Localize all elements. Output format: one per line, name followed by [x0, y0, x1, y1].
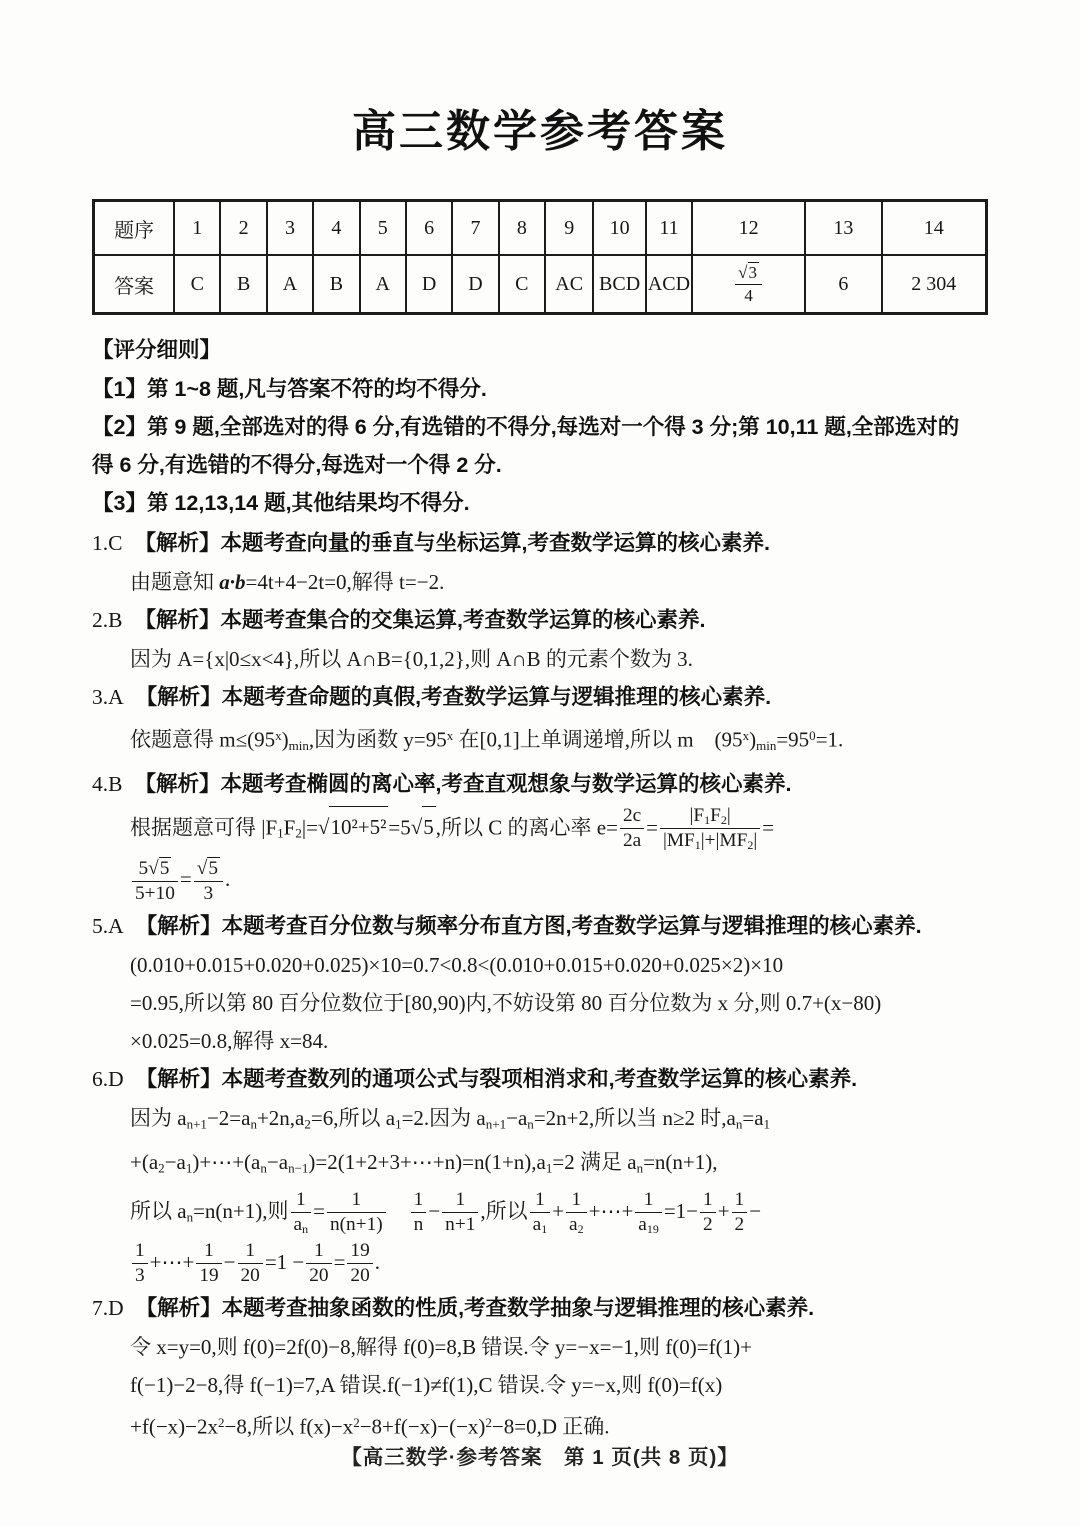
math-text: |+|MF: [700, 830, 748, 852]
math-text: 19: [199, 1264, 219, 1286]
fraction: [620, 805, 644, 854]
numerator: [660, 805, 760, 830]
question-number-cell: 4: [313, 200, 359, 255]
solution-line: [92, 855, 988, 908]
page-footer: 【高三数学·参考答案 第 1 页(共 8 页)】: [341, 1446, 739, 1469]
math-text: 5: [138, 857, 149, 879]
math-text: a: [638, 1213, 647, 1235]
subscript: n: [250, 1116, 257, 1132]
fraction: [635, 1189, 662, 1238]
denominator: [132, 1264, 148, 1286]
radical-sign-icon: √: [317, 814, 330, 839]
fraction: [566, 1189, 587, 1238]
numerator: [132, 856, 178, 882]
subscript: 1: [185, 1160, 193, 1176]
answer-table: [92, 199, 988, 315]
fraction: [196, 1240, 221, 1289]
radicand: 5: [422, 806, 436, 846]
math-text: +⋯+: [588, 1198, 634, 1223]
solution-heading-line: [92, 907, 988, 946]
radicand: 5: [208, 857, 218, 879]
denominator: [411, 1213, 427, 1235]
fraction: [132, 1240, 148, 1289]
math-text: 19: [350, 1239, 370, 1261]
subscript: n−1: [288, 1160, 309, 1176]
scoring-rules: [92, 370, 988, 522]
math-text: =a: [742, 1106, 764, 1131]
math-text: =2n+2,所以当 n≥2 时,a: [533, 1106, 736, 1131]
solution-line: [92, 717, 988, 765]
radical-sign-icon: √: [148, 857, 159, 879]
fraction: [530, 1189, 551, 1238]
subscript: n: [186, 1209, 194, 1225]
math-text: 1: [535, 1188, 545, 1210]
solution-line: [92, 1366, 988, 1404]
solution-answer-label: 7.D: [92, 1296, 124, 1321]
subscript: 1: [277, 825, 284, 841]
superscript: 0: [809, 727, 816, 743]
answer-cell: C: [499, 255, 545, 313]
subscript: n: [735, 1116, 743, 1132]
solution-line: [92, 1022, 988, 1060]
solution-line: [92, 640, 988, 678]
superscript: x: [742, 727, 750, 743]
subscript: 2: [158, 1160, 165, 1176]
solution-heading-text: 【解析】本题考查数列的通项公式与裂项相消求和,考查数学运算的核心素养.: [135, 1067, 858, 1092]
numerator: [635, 1189, 662, 1213]
math-text: +f(−x)−2x: [130, 1414, 219, 1439]
math-text: 2: [734, 1214, 745, 1236]
question-number-cell: 3: [267, 200, 313, 255]
subscript: n: [527, 1116, 534, 1132]
radicand: 3: [748, 263, 757, 283]
math-text: 20: [309, 1264, 329, 1286]
scoring-rule-line: 【3】第 12,13,14 题,其他结果均不得分.: [92, 490, 470, 515]
radicand: 10²+5²: [329, 806, 388, 846]
math-text: =2 满足 a: [552, 1150, 637, 1175]
superscript: 2: [485, 1415, 492, 1431]
math-text: −8=0,D 正确.: [491, 1414, 610, 1439]
math-text: −a: [506, 1106, 528, 1131]
radicand: 5: [159, 857, 170, 879]
subscript: 2: [577, 1221, 584, 1236]
question-number-cell: 6: [406, 200, 452, 255]
math-text: 2a: [622, 830, 642, 852]
subscript: 1: [704, 812, 711, 827]
math-text: 1: [413, 1188, 424, 1210]
radical-sign-icon: √: [738, 263, 748, 283]
math-text: 5+10: [135, 882, 175, 904]
numerator: [411, 1189, 427, 1213]
solution-answer-label: 3.A: [92, 684, 124, 709]
answer-cell: [692, 255, 805, 313]
math-text: 所以 a: [130, 1198, 187, 1223]
subscript: n: [302, 1221, 309, 1236]
subscript: n: [636, 1160, 644, 1176]
math-text: 因为 A={x|0≤x<4},所以 A∩B={0,1,2},则 A∩B 的元素个数为 3.: [130, 646, 693, 671]
subscript: 1: [545, 1160, 553, 1176]
math-text: =: [646, 814, 659, 839]
question-number-row: [94, 200, 987, 255]
answer-cell: A: [267, 255, 313, 313]
math-text: ,所以: [480, 1198, 528, 1223]
question-number-cell: 10: [593, 200, 645, 255]
answer-cell: C: [174, 255, 220, 313]
fraction: [411, 1189, 427, 1238]
math-text: =6,所以 a: [310, 1106, 396, 1131]
solution-line: [92, 984, 988, 1022]
math-text: =1.: [815, 727, 844, 752]
solution-heading-text: 【解析】本题考查命题的真假,考查数学运算与逻辑推理的核心素养.: [135, 684, 772, 709]
math-text: n(n+1): [329, 1214, 383, 1236]
math-text: 2: [703, 1214, 713, 1236]
subscript: n: [260, 1160, 267, 1176]
solution-line: [92, 1239, 988, 1290]
scoring-rule-line: 得 6 分,有选错的不得分,每选对一个得 2 分.: [92, 452, 502, 477]
answer-cell: 2 304: [882, 255, 987, 313]
math-text: |F: [689, 804, 705, 826]
math-text: −8,所以 f(x)−x: [224, 1414, 354, 1439]
subscript: min: [288, 737, 309, 753]
superscript: x: [446, 727, 454, 743]
subscript: 2: [295, 825, 302, 841]
scoring-rule-line: 【2】第 9 题,全部选对的得 6 分,有选错的不得分,每选对一个得 3 分;第 10,11 题,全部选对的: [92, 414, 960, 439]
denominator: [635, 1213, 662, 1236]
math-text: =: [762, 814, 775, 839]
solution-item: [92, 678, 988, 765]
math-text: =1 −: [264, 1249, 305, 1274]
fraction: [732, 1189, 748, 1238]
denominator: [306, 1264, 331, 1286]
sqrt-expression: [411, 815, 436, 839]
sqrt-expression: [318, 815, 388, 839]
solution-line: [92, 1099, 988, 1143]
math-text: 令 x=y=0,则 f(0)=2f(0)−8,解得 f(0)=8,B 错误.令 y=−x=−1,则 f(0)=f(1)+: [130, 1335, 752, 1360]
math-text: 1: [351, 1188, 362, 1210]
denominator: [194, 882, 223, 904]
math-text: −: [749, 1198, 762, 1223]
scoring-heading: 【评分细则】: [92, 337, 222, 362]
math-text: [388, 1199, 409, 1223]
denominator: [700, 1213, 716, 1235]
solution-item: [92, 601, 988, 678]
math-text: )+⋯+(a: [192, 1150, 261, 1175]
math-text: |: [753, 830, 758, 852]
denominator: [132, 882, 178, 904]
fraction: [735, 261, 762, 307]
subscript: n+1: [485, 1116, 507, 1132]
math-text: F: [283, 814, 296, 839]
numerator: [327, 1189, 386, 1213]
solution-heading-line: [92, 1289, 988, 1328]
subscript: 2: [720, 812, 727, 827]
math-text: =95: [776, 727, 810, 752]
subscript: 1: [763, 1116, 771, 1132]
math-text: 1: [734, 1188, 745, 1210]
solution-item: [92, 765, 988, 908]
math-text: 1: [571, 1188, 582, 1210]
math-text: |: [726, 804, 731, 826]
denominator: [660, 829, 760, 852]
math-text: 1: [245, 1239, 255, 1261]
solution-heading-text: 【解析】本题考查抽象函数的性质,考查数学抽象与逻辑推理的核心素养.: [135, 1296, 815, 1321]
subscript: min: [756, 737, 777, 753]
numerator: [291, 1189, 312, 1213]
fraction: [238, 1240, 263, 1289]
math-text: 由题意知: [130, 569, 220, 594]
denominator: [347, 1264, 372, 1286]
solution-item: [92, 524, 988, 601]
solution-item: [92, 907, 988, 1060]
answer-cell: D: [452, 255, 498, 313]
math-text: |=: [301, 814, 318, 839]
math-text: 依题意得 m≤(95: [130, 727, 276, 752]
sqrt-expression: [738, 263, 759, 282]
solution-line: [92, 946, 988, 984]
math-text: 1: [643, 1188, 654, 1210]
math-text: 1: [455, 1188, 466, 1210]
answer-cell: B: [313, 255, 359, 313]
math-text: 4: [744, 286, 753, 306]
solution-answer-label: 1.C: [92, 530, 123, 555]
question-number-cell: 5: [360, 200, 406, 255]
math-text: (0.010+0.015+0.020+0.025)×10=0.7<0.8<(0.010+0.015+0.020+0.025×2)×10: [130, 953, 784, 978]
numerator: [442, 1189, 478, 1213]
sqrt-expression: [148, 858, 171, 879]
math-text: 3: [203, 882, 214, 904]
denominator: [566, 1213, 587, 1236]
math-text: ×0.025=0.8,解得 x=84.: [130, 1029, 329, 1054]
math-text: =n(n+1),则: [193, 1198, 289, 1223]
sqrt-expression: [197, 858, 220, 879]
numerator: [196, 1240, 221, 1264]
math-text: =: [179, 866, 192, 891]
solution-answer-label: 5.A: [92, 914, 124, 939]
solution-heading-line: [92, 601, 988, 640]
math-text: |MF: [663, 830, 695, 852]
math-text: 因为 a: [130, 1106, 187, 1131]
solution-line: [92, 804, 988, 855]
math-text: −a: [266, 1150, 289, 1175]
math-text: 1: [703, 1188, 713, 1210]
denominator: [732, 1213, 748, 1235]
subscript: 19: [646, 1221, 659, 1236]
math-text: a: [293, 1213, 303, 1235]
denominator: [442, 1213, 478, 1235]
math-text: +: [552, 1198, 565, 1223]
solution-heading-text: 【解析】本题考查椭圆的离心率,考查直观想象与数学运算的核心素养.: [134, 771, 792, 796]
answer-cell: 6: [805, 255, 882, 313]
fraction: [132, 856, 178, 907]
math-text: 1: [295, 1188, 306, 1210]
fraction: [442, 1189, 478, 1238]
subscript: 1: [395, 1116, 402, 1132]
superscript: 2: [353, 1415, 360, 1431]
math-text: ,因为函数 y=95: [308, 727, 447, 752]
math-text: 1: [135, 1239, 145, 1261]
question-number-cell: 14: [882, 200, 987, 255]
denominator: [196, 1264, 221, 1286]
solution-answer-label: 2.B: [92, 607, 123, 632]
numerator: [306, 1240, 331, 1264]
math-text: +(a: [130, 1150, 159, 1175]
question-number-cell: 1: [174, 200, 220, 255]
math-text: −a: [164, 1150, 186, 1175]
subscript: 1: [541, 1221, 548, 1236]
math-text: 20: [350, 1264, 370, 1286]
answer-cell: ACD: [646, 255, 692, 313]
math-text: F: [710, 804, 721, 826]
math-text: −: [223, 1249, 236, 1274]
page-title: 高三数学参考答案: [352, 107, 728, 156]
question-number-cell: 8: [499, 200, 545, 255]
math-text: n: [413, 1214, 424, 1236]
question-number-cell: 12: [692, 200, 805, 255]
math-text: +: [717, 1198, 730, 1223]
math-text: n+1: [445, 1214, 476, 1236]
solution-line: [92, 563, 988, 601]
fraction: [347, 1240, 372, 1289]
answer-cell: B: [220, 255, 266, 313]
question-number-cell: 7: [452, 200, 498, 255]
denominator: [530, 1213, 551, 1236]
vector-bold-text: a·b: [219, 569, 246, 594]
solution-heading-text: 【解析】本题考查百分位数与频率分布直方图,考查数学运算与逻辑推理的核心素养.: [135, 914, 922, 939]
subscript: 1: [694, 838, 701, 853]
math-text: −2=a: [206, 1106, 251, 1131]
solution-item: [92, 1289, 988, 1446]
math-text: 2c: [622, 804, 642, 826]
solution-heading-text: 【解析】本题考查向量的垂直与坐标运算,考查数学运算的核心素养.: [134, 530, 770, 555]
question-number-cell: 9: [545, 200, 593, 255]
math-text: ,所以 C 的离心率 e=: [435, 814, 618, 839]
math-text: ): [281, 727, 289, 752]
solution-answer-label: 4.B: [92, 771, 123, 796]
numerator: [238, 1240, 263, 1264]
solution-item: [92, 1060, 988, 1289]
math-text: 在[0,1]上单调递增,所以 m (95: [453, 727, 743, 752]
superscript: 2: [218, 1415, 225, 1431]
radical-sign-icon: √: [196, 857, 208, 879]
math-text: =: [313, 1198, 325, 1223]
math-text: f(−1)−2−8,得 f(−1)=7,A 错误.f(−1)≠f(1),C 错误.令 y=−x,则 f(0)=f(x): [130, 1373, 723, 1398]
math-text: 根据题意可得 |F: [130, 814, 278, 839]
denominator: [291, 1213, 312, 1236]
numerator: [732, 1189, 748, 1213]
row-label-questions: 题序: [94, 200, 175, 255]
denominator: [238, 1264, 263, 1286]
answer-row: [94, 255, 987, 313]
question-number-cell: 11: [646, 200, 692, 255]
superscript: x: [275, 727, 282, 743]
numerator: [530, 1189, 551, 1213]
math-text: a: [569, 1213, 578, 1235]
numerator: [566, 1189, 587, 1213]
row-label-answers: 答案: [94, 255, 175, 313]
answer-cell: AC: [545, 255, 593, 313]
solution-answer-label: 6.D: [92, 1067, 124, 1092]
answer-cell: D: [406, 255, 452, 313]
question-number-cell: 2: [220, 200, 266, 255]
answer-cell: BCD: [593, 255, 645, 313]
math-text: −8+f(−x)−(−x): [359, 1414, 486, 1439]
math-text: +⋯+: [149, 1249, 195, 1274]
math-text: =n(n+1),: [643, 1150, 718, 1175]
answer-cell: A: [360, 255, 406, 313]
math-text: =: [333, 1249, 346, 1274]
scoring-section: [92, 330, 988, 522]
solution-heading-line: [92, 1060, 988, 1099]
solution-heading-line: [92, 524, 988, 563]
numerator: [132, 1240, 148, 1264]
fraction: [327, 1189, 386, 1238]
math-text: 1: [314, 1239, 324, 1261]
numerator: [347, 1240, 372, 1264]
numerator: [700, 1189, 716, 1213]
denominator: [327, 1213, 386, 1235]
scoring-rule-line: 【1】第 1~8 题,凡与答案不符的均不得分.: [92, 376, 487, 401]
subscript: 2: [747, 838, 754, 853]
solution-heading-text: 【解析】本题考查集合的交集运算,考查数学运算的核心素养.: [134, 607, 706, 632]
math-text: +2n,a: [256, 1106, 305, 1131]
math-text: .: [224, 866, 231, 891]
solution-heading-line: [92, 678, 988, 717]
solution-line: [92, 1143, 988, 1187]
math-text: =2.因为 a: [401, 1106, 486, 1131]
fraction: [660, 805, 760, 854]
numerator: [194, 856, 223, 882]
math-text: 20: [240, 1264, 260, 1286]
math-text: )=2(1+2+3+⋯+n)=n(1+n),a: [308, 1150, 546, 1175]
math-text: −: [428, 1198, 441, 1223]
math-text: 1: [204, 1239, 214, 1261]
math-text: .: [374, 1249, 380, 1274]
denominator: [620, 829, 644, 851]
question-number-cell: 13: [805, 200, 882, 255]
fraction: [700, 1189, 716, 1238]
math-text: =5: [388, 814, 411, 839]
solution-heading-line: [92, 765, 988, 804]
numerator: [620, 805, 644, 829]
radical-sign-icon: √: [410, 814, 423, 839]
math-text: 3: [135, 1264, 145, 1286]
subscript: 2: [304, 1116, 311, 1132]
math-text: =0.95,所以第 80 百分位数位于[80,90)内,不妨设第 80 百分位数为 x 分,则 0.7+(x−80): [130, 991, 882, 1016]
denominator: [735, 285, 762, 305]
math-text: ): [749, 727, 757, 752]
fraction: [306, 1240, 331, 1289]
math-text: a: [532, 1213, 542, 1235]
solution-line: [92, 1188, 988, 1239]
math-text: =1−: [663, 1198, 699, 1223]
solution-line: [92, 1328, 988, 1366]
math-text: =4t+4−2t=0,解得 t=−2.: [245, 569, 445, 594]
solutions-section: [92, 524, 988, 1446]
subscript: n+1: [186, 1116, 207, 1132]
fraction: [194, 856, 223, 907]
fraction: [291, 1189, 312, 1238]
numerator: [735, 261, 762, 285]
